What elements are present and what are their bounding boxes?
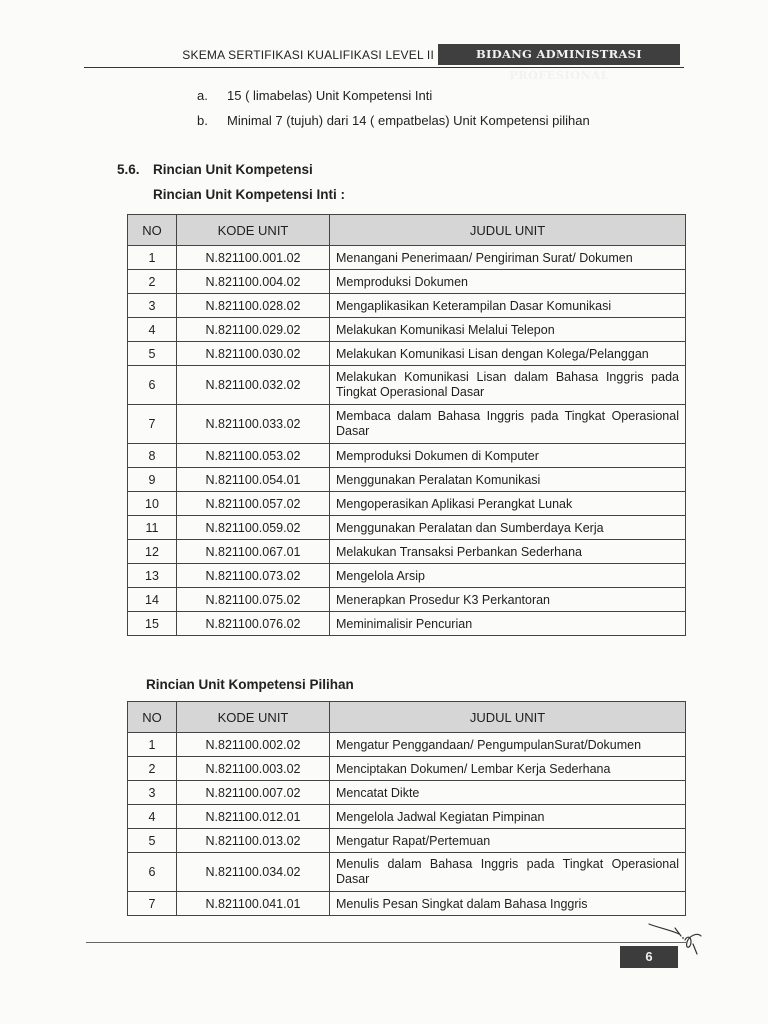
cell-kode: N.821100.029.02 [177,318,330,342]
cell-kode: N.821100.034.02 [177,853,330,892]
cell-judul: Memproduksi Dokumen [330,270,686,294]
cell-judul: Mengatur Penggandaan/ PengumpulanSurat/Dokumen [330,733,686,757]
table-row [128,733,686,757]
cell-kode: N.821100.067.01 [177,540,330,564]
cell-no: 4 [128,318,177,342]
header-badge: BIDANG ADMINISTRASI PROFESIONAL [438,44,680,65]
header-no: NO [128,702,177,733]
cell-no: 1 [128,733,177,757]
cell-kode: N.821100.001.02 [177,246,330,270]
cell-judul: Mencatat Dikte [330,781,686,805]
cell-no: 4 [128,805,177,829]
cell-no: 2 [128,270,177,294]
cell-no: 13 [128,564,177,588]
table-row [128,405,686,444]
inti-table [127,214,686,636]
table-row [128,366,686,405]
cell-no: 12 [128,540,177,564]
list-item [197,113,590,138]
cell-kode: N.821100.012.01 [177,805,330,829]
table-row [128,612,686,636]
table-row [128,492,686,516]
list-text: Minimal 7 (tujuh) dari 14 ( empatbelas) Unit Kompetensi pilihan [227,113,590,128]
cell-judul: Melakukan Komunikasi Lisan dalam Bahasa Inggris pada Tingkat Operasional Dasar [330,366,686,405]
cell-kode: N.821100.030.02 [177,342,330,366]
cell-kode: N.821100.053.02 [177,444,330,468]
cell-judul: Mengoperasikan Aplikasi Perangkat Lunak [330,492,686,516]
table-row [128,853,686,892]
header-no: NO [128,215,177,246]
table-row [128,829,686,853]
header-title: SKEMA SERTIFIKASI KUALIFIKASI LEVEL II [182,48,434,62]
table-row [128,468,686,492]
list-text: 15 ( limabelas) Unit Kompetensi Inti [227,88,433,103]
table-header-row [128,215,686,246]
cell-judul: Mengatur Rapat/Pertemuan [330,829,686,853]
table-row [128,342,686,366]
pilihan-table-body [128,733,686,916]
cell-kode: N.821100.004.02 [177,270,330,294]
table-row [128,294,686,318]
cell-kode: N.821100.054.01 [177,468,330,492]
cell-no: 5 [128,342,177,366]
table-row [128,757,686,781]
cell-kode: N.821100.003.02 [177,757,330,781]
cell-no: 3 [128,781,177,805]
cell-judul: Menangani Penerimaan/ Pengiriman Surat/ Dokumen [330,246,686,270]
cell-no: 2 [128,757,177,781]
table-row [128,564,686,588]
handwritten-initial-mark [645,918,705,958]
table-row [128,540,686,564]
cell-kode: N.821100.057.02 [177,492,330,516]
cell-kode: N.821100.059.02 [177,516,330,540]
cell-no: 8 [128,444,177,468]
cell-kode: N.821100.002.02 [177,733,330,757]
table-row [128,246,686,270]
cell-no: 5 [128,829,177,853]
inti-table-body [128,246,686,636]
cell-judul: Membaca dalam Bahasa Inggris pada Tingkat Operasional Dasar [330,405,686,444]
table-row [128,588,686,612]
cell-judul: Menulis dalam Bahasa Inggris pada Tingkat Operasional Dasar [330,853,686,892]
cell-no: 14 [128,588,177,612]
cell-kode: N.821100.076.02 [177,612,330,636]
cell-no: 1 [128,246,177,270]
cell-no: 6 [128,853,177,892]
cell-no: 3 [128,294,177,318]
cell-kode: N.821100.007.02 [177,781,330,805]
cell-judul: Melakukan Komunikasi Melalui Telepon [330,318,686,342]
header-kode: KODE UNIT [177,215,330,246]
section-number: 5.6. [117,162,140,177]
cell-kode: N.821100.028.02 [177,294,330,318]
cell-judul: Melakukan Transaksi Perbankan Sederhana [330,540,686,564]
inti-table-title: Rincian Unit Kompetensi Inti : [153,187,346,202]
cell-judul: Mengelola Jadwal Kegiatan Pimpinan [330,805,686,829]
section-title: Rincian Unit Kompetensi [153,162,313,177]
cell-judul: Menerapkan Prosedur K3 Perkantoran [330,588,686,612]
cell-kode: N.821100.032.02 [177,366,330,405]
cell-judul: Menciptakan Dokumen/ Lembar Kerja Sederhana [330,757,686,781]
table-row [128,892,686,916]
table-row [128,805,686,829]
page-header [84,40,684,82]
cell-judul: Memproduksi Dokumen di Komputer [330,444,686,468]
list-item [197,88,590,113]
cell-judul: Meminimalisir Pencurian [330,612,686,636]
cell-no: 6 [128,366,177,405]
pilihan-table [127,701,686,916]
cell-no: 15 [128,612,177,636]
cell-no: 11 [128,516,177,540]
cell-judul: Menggunakan Peralatan dan Sumberdaya Kerja [330,516,686,540]
cell-no: 10 [128,492,177,516]
cell-judul: Mengelola Arsip [330,564,686,588]
table-row [128,270,686,294]
section-heading [117,162,313,177]
cell-no: 7 [128,892,177,916]
cell-kode: N.821100.013.02 [177,829,330,853]
cell-judul: Menggunakan Peralatan Komunikasi [330,468,686,492]
header-judul: JUDUL UNIT [330,215,686,246]
cell-no: 7 [128,405,177,444]
table-row [128,516,686,540]
requirement-list [197,88,590,138]
table-row [128,318,686,342]
header-judul: JUDUL UNIT [330,702,686,733]
list-marker: a. [197,88,208,103]
header-kode: KODE UNIT [177,702,330,733]
pilihan-table-title: Rincian Unit Kompetensi Pilihan [146,677,354,692]
table-row [128,781,686,805]
cell-kode: N.821100.033.02 [177,405,330,444]
footer-divider [86,942,686,943]
page-number: 6 [620,946,678,968]
table-row [128,444,686,468]
cell-no: 9 [128,468,177,492]
cell-judul: Menulis Pesan Singkat dalam Bahasa Inggris [330,892,686,916]
list-marker: b. [197,113,208,128]
cell-kode: N.821100.041.01 [177,892,330,916]
table-header-row [128,702,686,733]
cell-kode: N.821100.075.02 [177,588,330,612]
cell-kode: N.821100.073.02 [177,564,330,588]
cell-judul: Mengaplikasikan Keterampilan Dasar Komunikasi [330,294,686,318]
cell-judul: Melakukan Komunikasi Lisan dengan Kolega/Pelanggan [330,342,686,366]
